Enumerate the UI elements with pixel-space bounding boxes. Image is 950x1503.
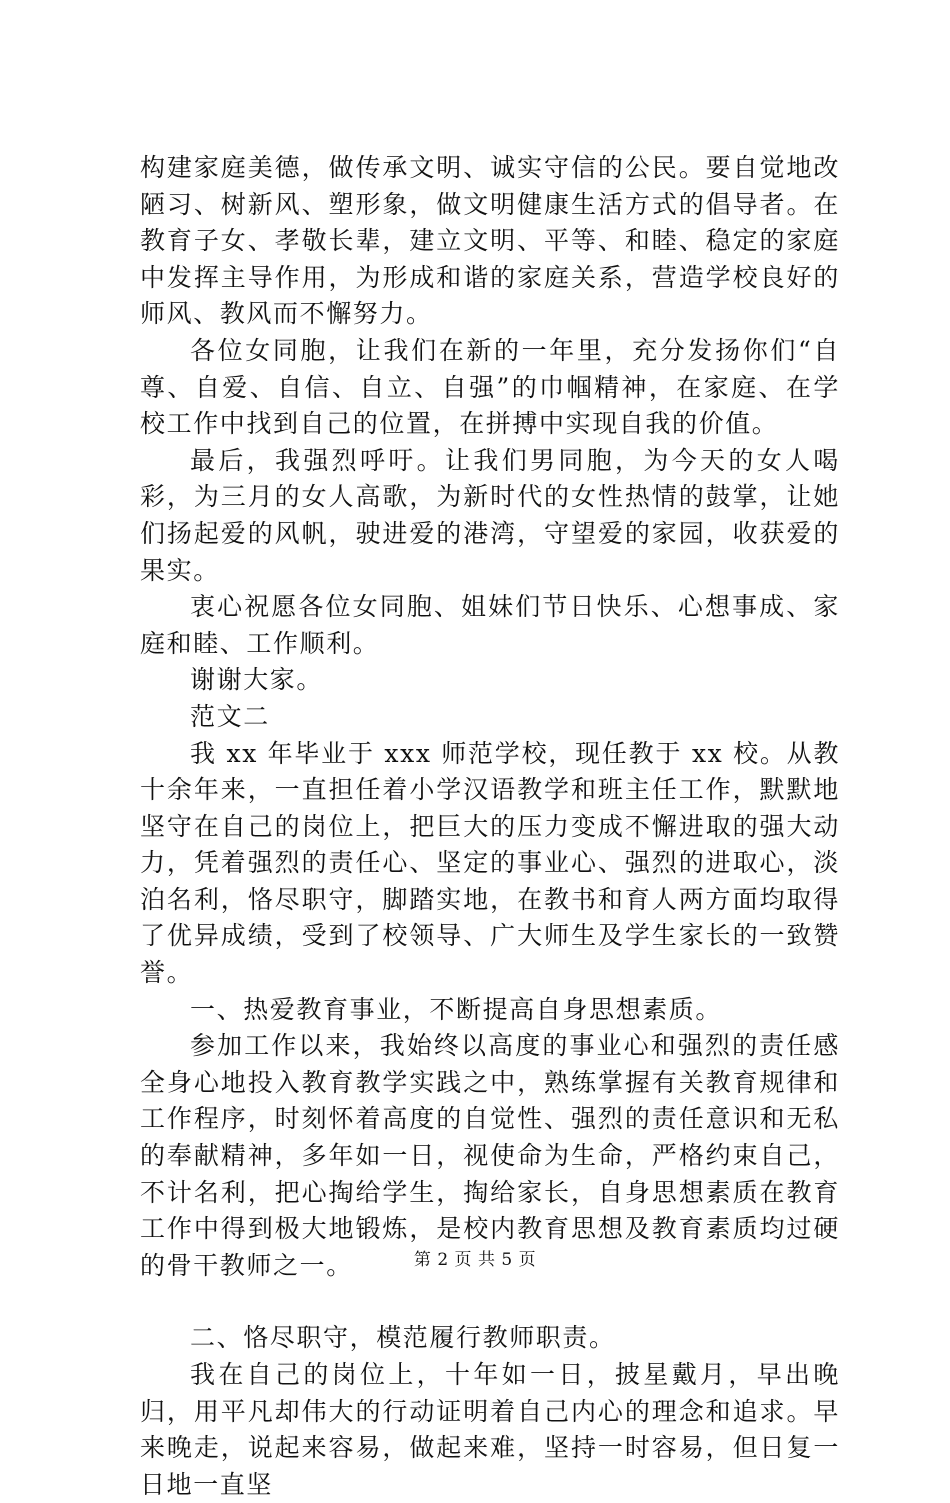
paragraph-appeal: 最后，我强烈呼吁。让我们男同胞，为今天的女人喝彩，为三月的女人高歌，为新时代的女性热情的鼓掌，让她们扬起爱的风帆，驶进爱的港湾，守望爱的家园，收获爱的果实。: [140, 445, 840, 585]
section-heading-two: 二、恪尽职守，模范履行教师职责。: [190, 1323, 616, 1353]
paragraph-introduction: 我 xx 年毕业于 xxx 师范学校，现任教于 xx 校。从教十余年来，一直担任着小学汉语教学和班主任工作，默默地坚守在自己的岗位上，把巨大的压力变成不懈进取的强大动力，凭着强烈的责任心、坚定的事业心、强烈的进取心，淡泊名利，恪尽职守，脚踏实地，在教书和育人两方面均取得了优异成绩，受到了校领导、广大师生及学生家长的一致赞誉。: [140, 738, 840, 988]
paragraph-thanks: 谢谢大家。: [190, 665, 324, 695]
paragraph-dedication: 参加工作以来，我始终以高度的事业心和强烈的责任感全身心地投入教育教学实践之中，熟练掌握有关教育规律和工作程序，时刻怀着高度的自觉性、强烈的责任意识和无私的奉献精神，多年如一日，视使命为生命，严格约束自己，不计名利，把心掏给学生，掏给家长，自身思想素质在教育工作中得到极大地锻炼，是校内教育思想及教育素质均过硬的骨干教师之一。: [140, 1031, 840, 1280]
paragraph-wishes: 衷心祝愿各位女同胞、姐妹们节日快乐、心想事成、家庭和睦、工作顺利。: [140, 592, 840, 658]
paragraph-family-virtue: 构建家庭美德，做传承文明、诚实守信的公民。要自觉地改陋习、树新风、塑形象，做文明健康生活方式的倡导者。在教育子女、孝敬长辈，建立文明、平等、和睦、稳定的家庭中发挥主导作用，为形成和谐的家庭关系，营造学校良好的师风、教风而不懈努力。: [140, 153, 840, 329]
page-number-footer: 第 2 页 共 5 页: [413, 1250, 537, 1270]
section-heading-sample-two: 范文二: [190, 701, 270, 731]
document-body: [140, 150, 840, 1503]
paragraph-duties: 我在自己的岗位上，十年如一日，披星戴月，早出晚归，用平凡却伟大的行动证明着自己内心的理念和追求。早来晚走，说起来容易，做起来难，坚持一时容易，但日复一日地一直坚: [140, 1360, 840, 1499]
paragraph-women-comrades: 各位女同胞，让我们在新的一年里，充分发扬你们“自尊、自爱、自信、自立、自强”的巾帼精神，在家庭、在学校工作中找到自己的位置，在拼搏中实现自我的价值。: [140, 335, 840, 439]
section-heading-one: 一、热爱教育事业，不断提高自身思想素质。: [190, 994, 723, 1024]
